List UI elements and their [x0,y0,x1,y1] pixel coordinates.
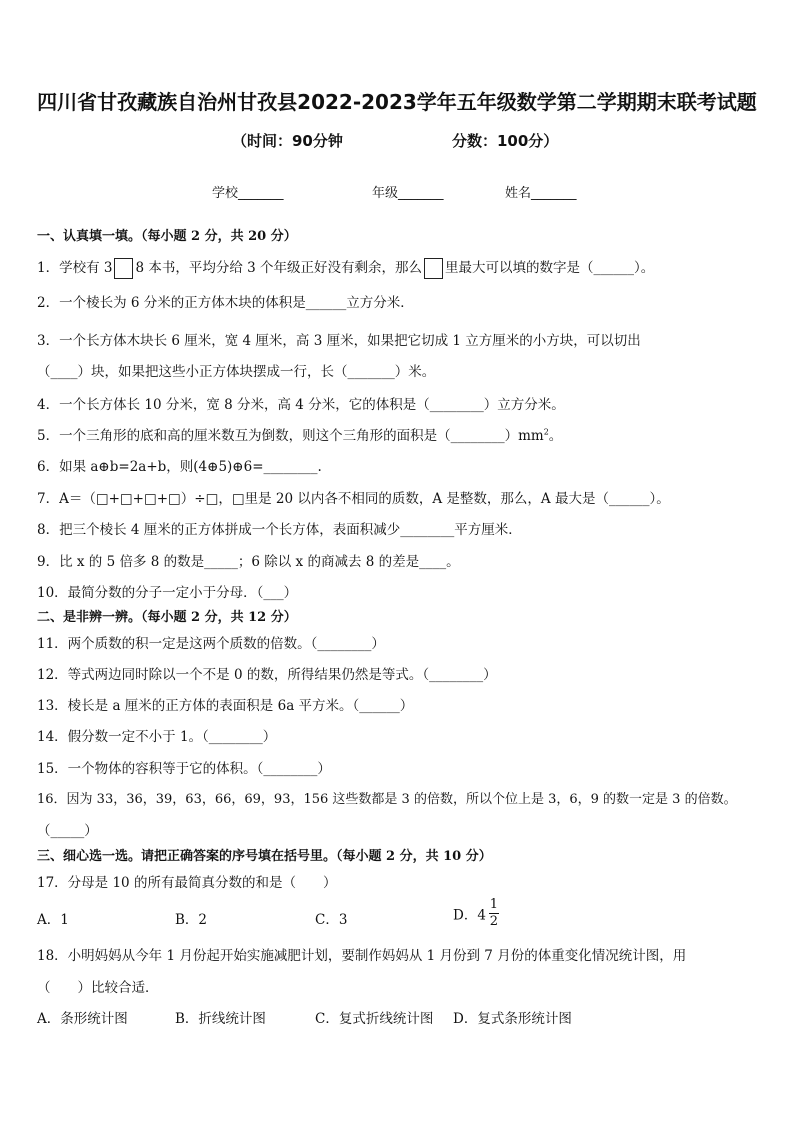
option-17-c[interactable]: C．3 [315,912,348,928]
question-5-text: 5．一个三角形的底和高的厘米数互为倒数，则这个三角形的面积是（________）mm [37,428,544,444]
question-3-line-1: 3．一个长方体木块长 6 厘米，宽 4 厘米，高 3 厘米，如果把它切成 1 立方厘米的小方块，可以切出 [37,333,641,349]
fraction-denominator: 2 [489,914,499,929]
fraction-numerator: 1 [489,897,499,912]
option-17-d[interactable] [453,898,499,929]
question-1-text-c: 里最大可以填的数字是（______）。 [445,260,655,276]
option-17-b[interactable]: B．2 [175,912,208,928]
name-field[interactable]: 姓名_______ [505,186,577,201]
option-18-a[interactable]: A．条形统计图 [37,1011,128,1027]
option-18-c[interactable]: C．复式折线统计图 [315,1011,434,1027]
option-18-b[interactable]: B．折线统计图 [175,1011,266,1027]
question-15: 15．一个物体的容积等于它的体积。（________） [37,761,331,777]
question-6: 6．如果 a⊕b=2a+b，则(4⊕5)⊕6=________. [37,459,322,475]
answer-box[interactable] [424,258,443,279]
question-5-end: 。 [548,428,563,444]
question-14: 14．假分数一定不小于 1。（________） [37,729,277,745]
question-7: 7．A＝（□+□+□+□）÷□，□里是 20 以内各不相同的质数，A 是整数，那么，A 最大是（______）。 [37,491,670,507]
grade-field[interactable]: 年级_______ [372,186,444,201]
section-heading-2: 二、是非辨一辨。（每小题 2 分，共 12 分） [37,610,297,625]
question-1-text-a: 1．学校有 3 [37,260,113,276]
question-1-text-b: 8 本书，平均分给 3 个年级正好没有剩余，那么 [135,260,423,276]
option-17-d-label: D．4 [453,907,486,924]
question-12: 12．等式两边同时除以一个不是 0 的数，所得结果仍然是等式。（________） [37,667,497,683]
school-field[interactable]: 学校_______ [212,186,284,201]
question-4: 4．一个长方体长 10 分米，宽 8 分米，高 4 分米，它的体积是（________）立方分米。 [37,397,565,413]
page-title: 四川省甘孜藏族自治州甘孜县2022-2023学年五年级数学第二学期期末联考试题 [37,90,757,114]
question-3-line-2: （____）块，如果把这些小正方体块摆成一行，长（_______）米。 [37,364,436,380]
superscript: 2 [543,427,549,437]
question-13: 13．棱长是 a 厘米的正方体的表面积是 6a 平方米。（______） [37,698,414,714]
question-16-line-1: 16．因为 33，36，39，63，66，69，93，156 这些数都是 3 的倍数，所以个位上是 3，6，9 的数一定是 3 的倍数。 [37,792,737,807]
exam-score: 分数：100分） [452,132,559,150]
question-2: 2．一个棱长为 6 分米的正方体木块的体积是______立方分米． [37,295,414,311]
question-1 [37,256,654,279]
exam-time: （时间：90分钟 [232,132,343,150]
answer-box[interactable] [114,258,133,279]
question-17: 17．分母是 10 的所有最简真分数的和是（ ） [37,875,337,891]
question-16-line-2: （_____） [37,823,98,839]
question-8: 8．把三个棱长 4 厘米的正方体拼成一个长方体，表面积减少________平方厘米． [37,522,522,538]
section-heading-3: 三、细心选一选。请把正确答案的序号填在括号里。（每小题 2 分，共 10 分） [37,849,492,864]
option-17-a[interactable]: A．1 [37,912,69,928]
question-18-line-2: （ ）比较合适． [37,980,159,996]
section-heading-1: 一、认真填一填。（每小题 2 分，共 20 分） [37,229,297,244]
option-18-d[interactable]: D．复式条形统计图 [453,1011,572,1027]
question-9: 9．比 x 的 5 倍多 8 的数是_____；6 除以 x 的商减去 8 的差是____。 [37,554,460,570]
question-5 [37,424,562,444]
question-18-line-1: 18．小明妈妈从今年 1 月份起开始实施减肥计划，要制作妈妈从 1 月份到 7 月份的体重变化情况统计图，用 [37,948,687,964]
question-10: 10．最简分数的分子一定小于分母．（___） [37,585,298,601]
fraction [489,898,499,929]
question-11: 11．两个质数的积一定是这两个质数的倍数。（________） [37,636,385,652]
